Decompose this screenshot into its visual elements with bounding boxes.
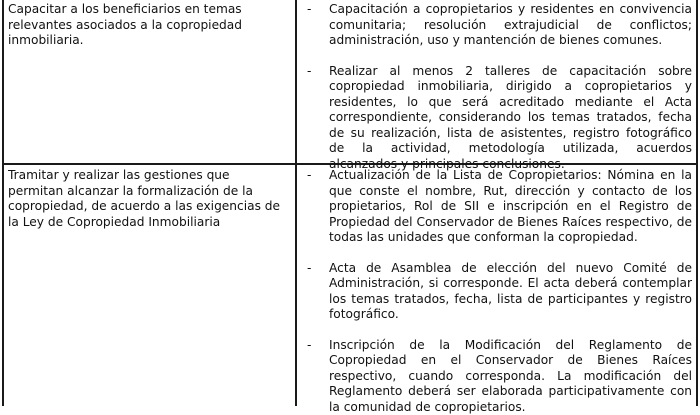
bullet-dash: - [307,2,311,18]
activity-text: Acta de Asamblea de elección del nuevo Comité de Administración, si corresponde. El acta deberá contemplar los temas tratados, fecha, lista de participantes y registro fotográfico. [329,261,692,322]
activity-item [307,338,692,415]
activity-text: Inscripción de la Modificación del Reglamento de Copropiedad en el Conservador de Bienes Raíces respectivo, cuando corresponda. La modificación del Reglamento deberá ser elaborada participativamente con la comunidad de copropietarios. [329,338,692,414]
table-border-left [2,0,4,406]
bullet-dash: - [307,261,311,277]
bullet-dash: - [307,338,311,354]
bullet-dash: - [307,168,311,184]
activity-text: Realizar al menos 2 talleres de capacitación sobre copropiedad inmobiliaria, dirigido a copropietarios y residentes, lo que será acreditado mediante el Acta correspondiente, considerando los temas tratados, fecha de su realización, lista de asistentes, registro fotográfico de la actividad, metodología utilizada, acuerdos alcanzados y principales conclusiones. [329,64,692,171]
objective-cell-2: Tramitar y realizar las gestiones que permitan alcanzar la formalización de la copropiedad, de acuerdo a las exigencias de la Ley de Copropiedad Inmobiliaria [8,168,286,230]
activities-cell-1 [307,2,692,172]
activity-text: Capacitación a copropietarios y residentes en convivencia comunitaria; resolución extrajudicial de conflictos; administración, uso y mantención de bienes comunes. [329,2,692,47]
activity-item [307,64,692,173]
activity-item [307,261,692,323]
bullet-dash: - [307,64,311,80]
activity-item [307,2,692,49]
objective-cell-1: Capacitar a los beneficiarios en temas relevantes asociados a la copropiedad inmobiliaria. [8,2,288,49]
activity-text: Actualización de la Lista de Copropietarios: Nómina en la que conste el nombre, Rut, dirección y contacto de los propietarios, Rol de SII e inscripción en el Registro de Propiedad del Conservador de Bienes Raíces respectivo, de todas las unidades que conforman la copropiedad. [329,168,692,244]
activity-item [307,168,692,246]
table-border-middle [295,0,297,406]
activities-cell-2 [307,168,692,415]
table-border-right [696,0,698,406]
